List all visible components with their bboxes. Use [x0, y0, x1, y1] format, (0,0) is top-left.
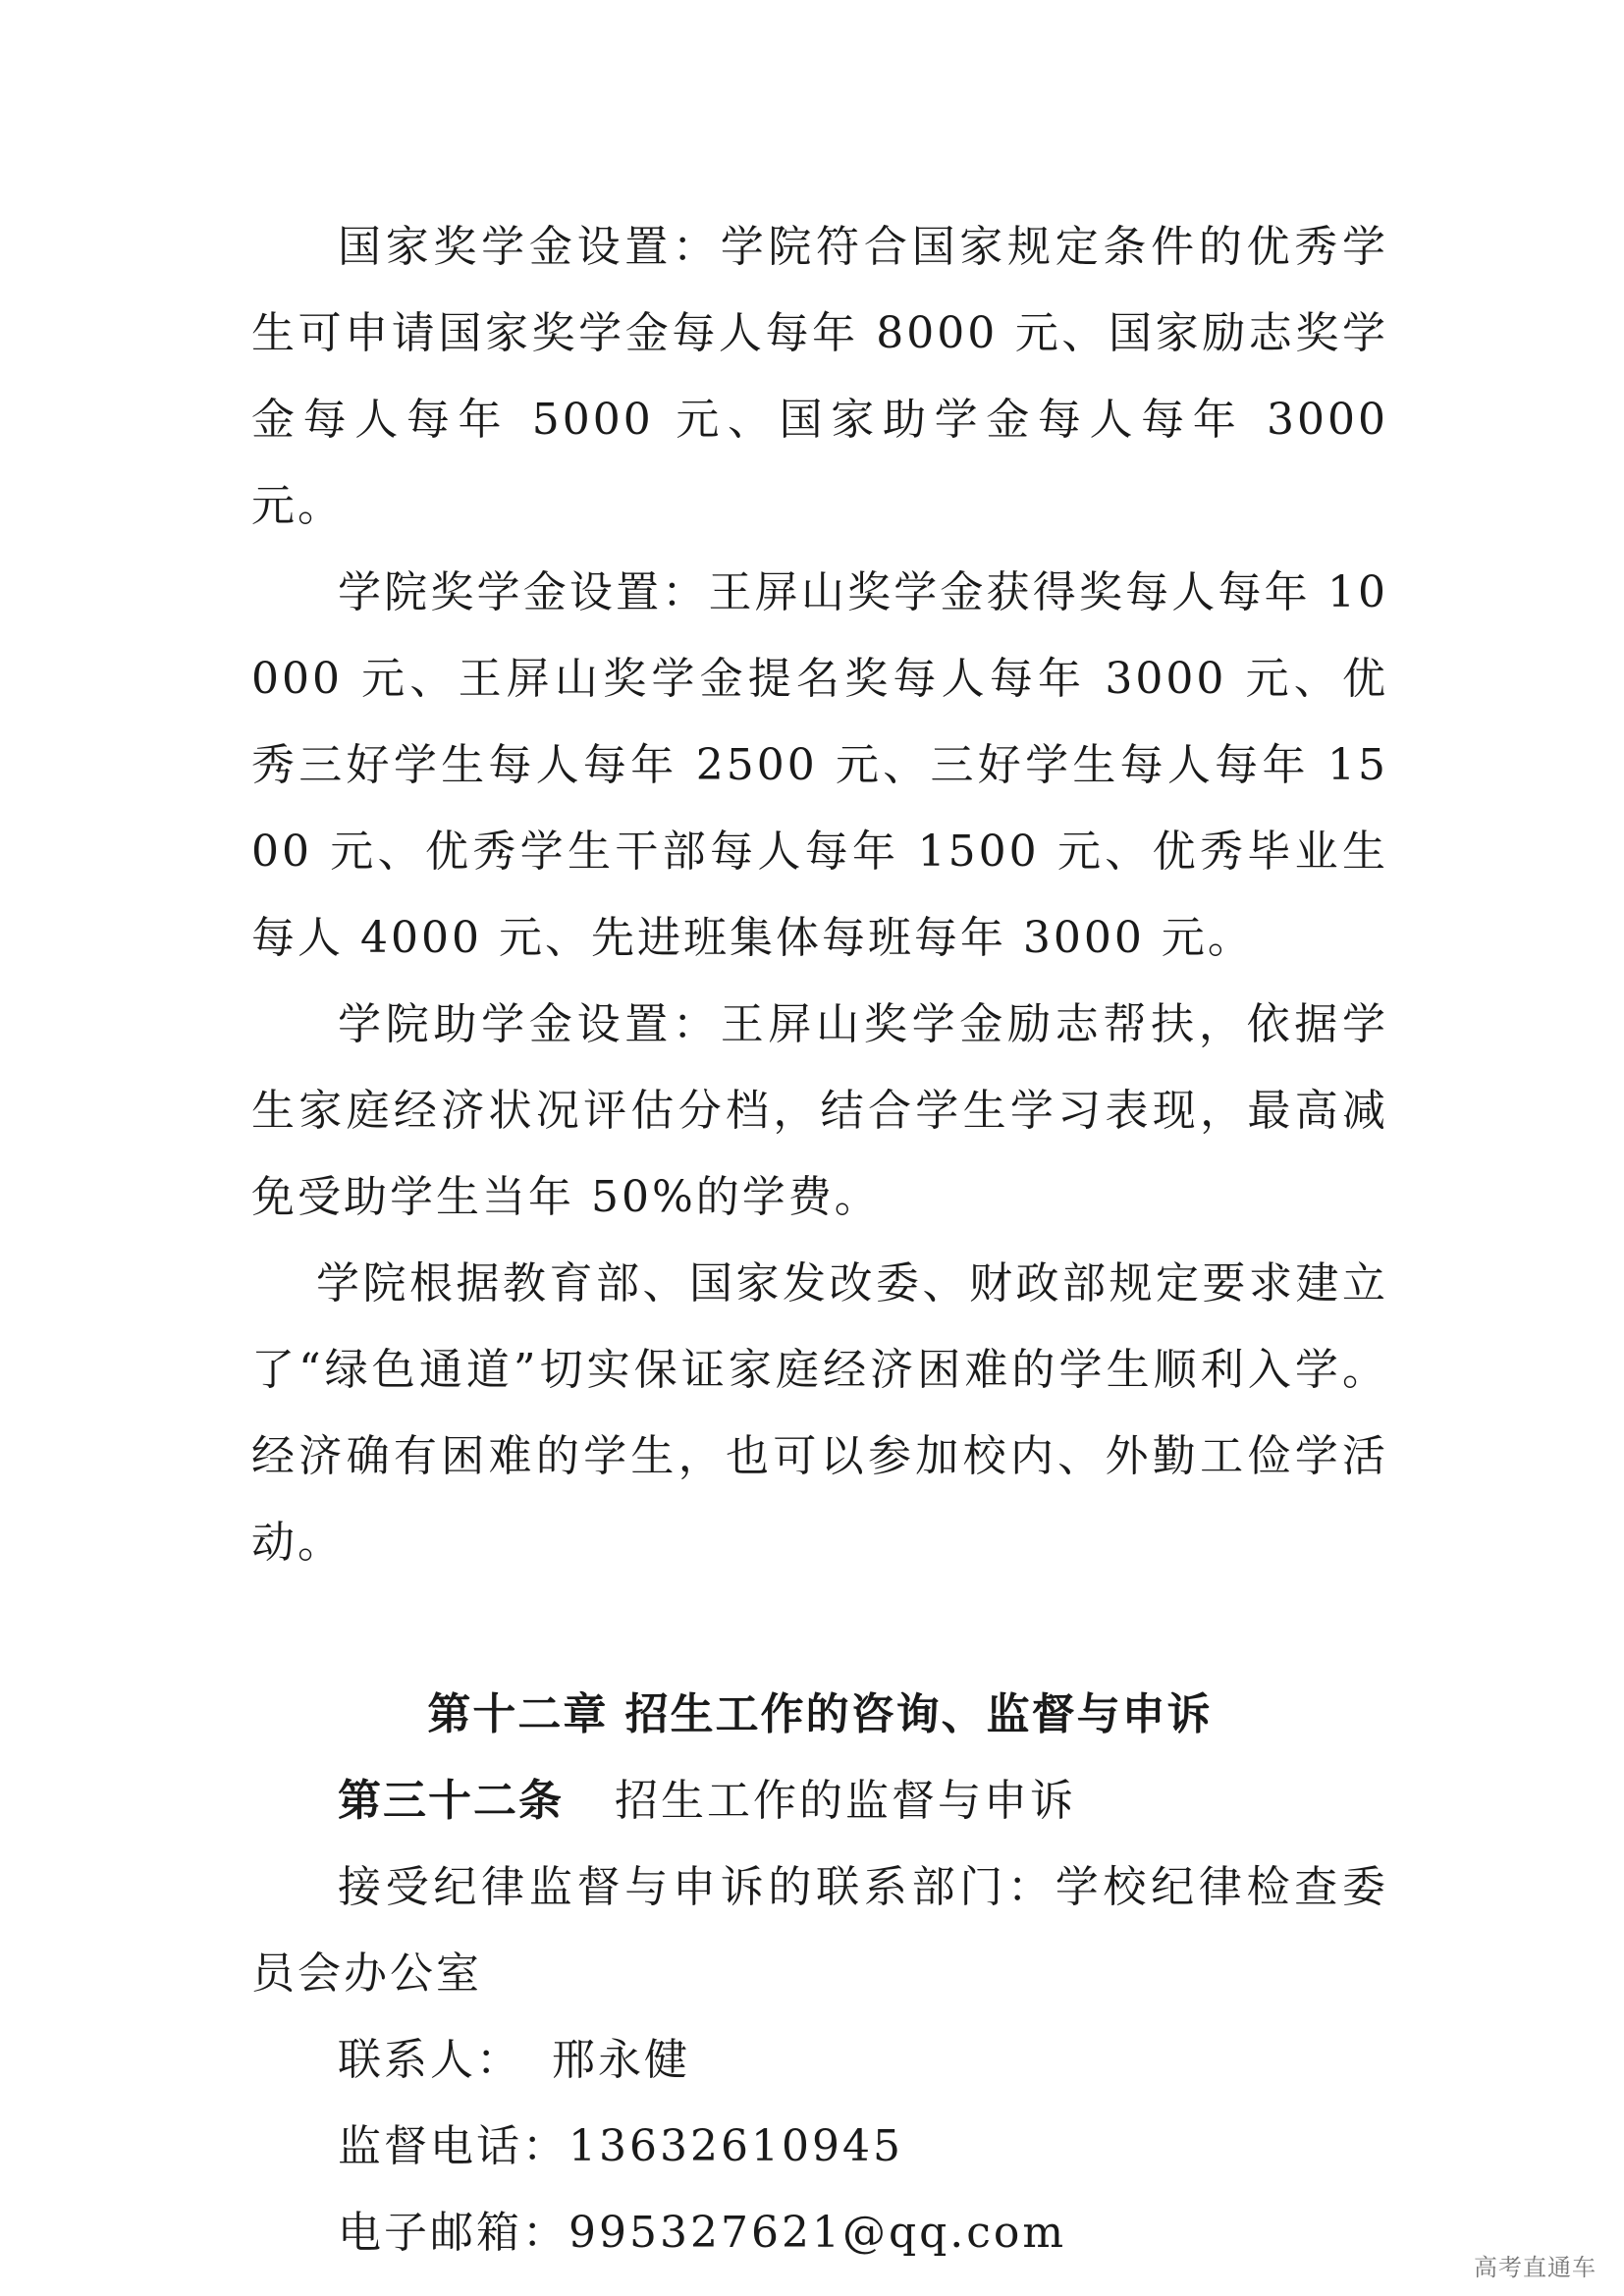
chapter-title: 第十二章 招生工作的咨询、监督与申诉 [427, 1689, 1213, 1739]
contact-person-label: 联系人： [338, 2035, 522, 2085]
contact-phone-line [251, 2104, 1388, 2190]
college-grant-paragraph: 学院助学金设置：王屏山奖学金励志帮扶，依据学生家庭经济状况评估分档，结合学生学习表现，最高减免受助学生当年 50%的学费。 [251, 999, 1388, 1222]
college-scholarship-paragraph: 学院奖学金设置：王屏山奖学金获得奖每人每年 10000 元、王屏山奖学金提名奖每人每年 3000 元、优秀三好学生每人每年 2500 元、三好学生每人每年 1500 元、优秀学生干部每人每年 1500 元、优秀毕业生每人 4000 元、先进班集体每班每年 3000 元。 [251, 567, 1388, 963]
green-channel-paragraph: 学院根据教育部、国家发改委、财政部规定要求建立了“绿色通道”切实保证家庭经济困难的学生顺利入学。经济确有困难的学生，也可以参加校内、外勤工俭学活动。 [251, 1258, 1388, 1568]
document-page [251, 204, 1388, 2276]
contact-phone-number: 13632610945 [568, 2121, 903, 2171]
source-watermark: 高考直通车 [1474, 2254, 1597, 2281]
article-number: 第三十二条 [338, 1776, 564, 1826]
contact-person-line [251, 2017, 1388, 2104]
contact-email-label: 电子邮箱： [338, 2208, 568, 2258]
article-heading [251, 1758, 1388, 1844]
contact-email-line [251, 2190, 1388, 2276]
contact-email-address: 995327621@qq.com [568, 2208, 1067, 2258]
article-title: 招生工作的监督与申诉 [615, 1776, 1076, 1826]
contact-phone-label: 监督电话： [338, 2121, 568, 2171]
contact-person-name: 邢永健 [552, 2035, 690, 2085]
national-scholarship-paragraph: 国家奖学金设置：学院符合国家规定条件的优秀学生可申请国家奖学金每人每年 8000 元、国家励志奖学金每人每年 5000 元、国家助学金每人每年 3000 元。 [251, 222, 1388, 531]
contact-department: 接受纪律监督与申诉的联系部门：学校纪律检查委员会办公室 [251, 1862, 1388, 1999]
